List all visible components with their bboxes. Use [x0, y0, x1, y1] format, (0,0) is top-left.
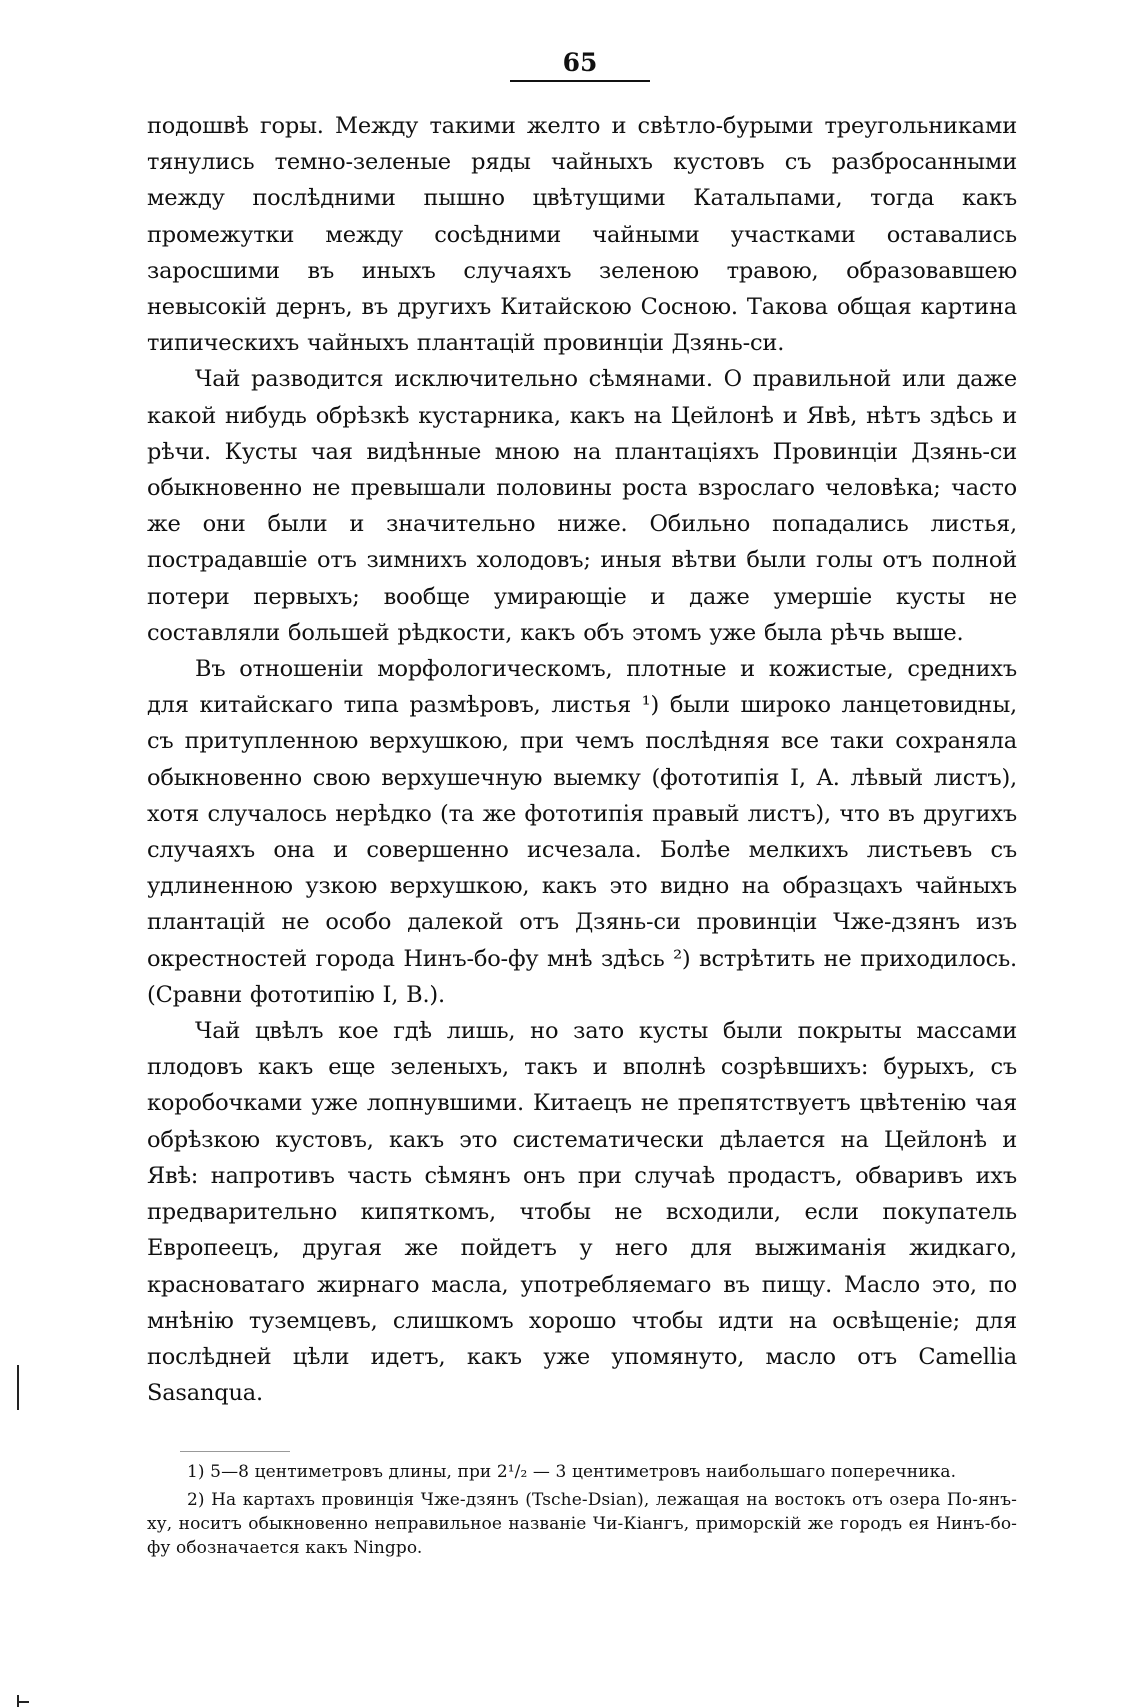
margin-scan-tick: [17, 1701, 29, 1703]
paragraph-1: подошвѣ горы. Между такими желто и свѣтло-бурыми треугольниками тянулись темно-зеленые ряды чайныхъ кустовъ съ разбросанными между послѣдними пышно цвѣтущими Катальпами, тогда какъ промежутки между сосѣдними чайными участками оставались заросшими въ иныхъ случаяхъ зеленою травою, образовавшею невысокій дернъ, въ другихъ Китайскою Сосною. Такова общая картина типическихъ чайныхъ плантацій провинціи Дзянь-си.: [147, 113, 1017, 357]
footnote-2: 2) На картахъ провинція Чже-дзянъ (Tsche-Dsian), лежащая на востокъ отъ озера По-янъ-ху, носитъ обыкновенно неправильное названіе Чи-Кіангъ, приморскій же городъ ея Нинъ-бо-фу обозначается какъ Ningpo.: [147, 1490, 1017, 1558]
page-number-rule: [510, 80, 650, 82]
margin-scan-mark: [17, 1365, 19, 1410]
footnotes: [147, 1460, 1017, 1564]
paragraph-3: Въ отношеніи морфологическомъ, плотные и кожистые, среднихъ для китайскаго типа размѣровъ, листья ¹) были широко ланцетовидны, съ притупленною верхушкою, при чемъ послѣдняя все таки сохраняла обыкновенно свою верхушечную выемку (фототипія I, A. лѣвый листъ), хотя случалось нерѣдко (та же фототипія правый листъ), что въ другихъ случаяхъ она и совершенно исчезала. Болѣе мелкихъ листьевъ съ удлиненною узкою верхушкою, какъ это видно на образцахъ чайныхъ плантацій не особо далекой отъ Дзянь-си провинціи Чже-дзянъ изъ окрестностей города Нинъ-бо-фу мнѣ здѣсь ²) встрѣтить не приходилось. (Сравни фототипію I, B.).: [147, 656, 1017, 1008]
footnote-rule: [180, 1451, 290, 1452]
main-text: [147, 108, 1017, 1411]
paragraph-4: Чай цвѣлъ кое гдѣ лишь, но зато кусты были покрыты массами плодовъ какъ еще зеленыхъ, такъ и вполнѣ созрѣвшихъ: бурыхъ, съ коробочками уже лопнувшими. Китаецъ не препятствуетъ цвѣтенію чая обрѣзкою кустовъ, какъ это систематически дѣлается на Цейлонѣ и Явѣ: напротивъ часть сѣмянъ онъ при случаѣ продастъ, обваривъ ихъ предварительно кипяткомъ, чтобы не всходили, если покупатель Европеецъ, другая же пойдетъ у него для выжиманія жидкаго, красноватаго жирнаго масла, употребляемаго въ пищу. Масло это, по мнѣнію туземцевъ, слишкомъ хорошо чтобы идти на освѣщеніе; для послѣдней цѣли идетъ, какъ уже упомянуто, масло отъ Camellia Sasanqua.: [147, 1018, 1017, 1407]
paragraph-2: Чай разводится исключительно сѣмянами. О правильной или даже какой нибудь обрѣзкѣ кустарника, какъ на Цейлонѣ и Явѣ, нѣтъ здѣсь и рѣчи. Кусты чая видѣнные мною на плантаціяхъ Провинціи Дзянь-си обыкновенно не превышали половины роста взрослаго человѣка; часто же они были и значительно ниже. Обильно попадались листья, пострадавшіе отъ зимнихъ холодовъ; иныя вѣтви были голы отъ полной потери первыхъ; вообще умирающіе и даже умершіе кусты не составляли большей рѣдкости, какъ объ этомъ уже была рѣчь выше.: [147, 366, 1017, 646]
page-number: 65: [562, 48, 598, 77]
footnote-1: 1) 5—8 центиметровъ длины, при 2¹/₂ — 3 центиметровъ наибольшаго поперечника.: [187, 1462, 957, 1482]
